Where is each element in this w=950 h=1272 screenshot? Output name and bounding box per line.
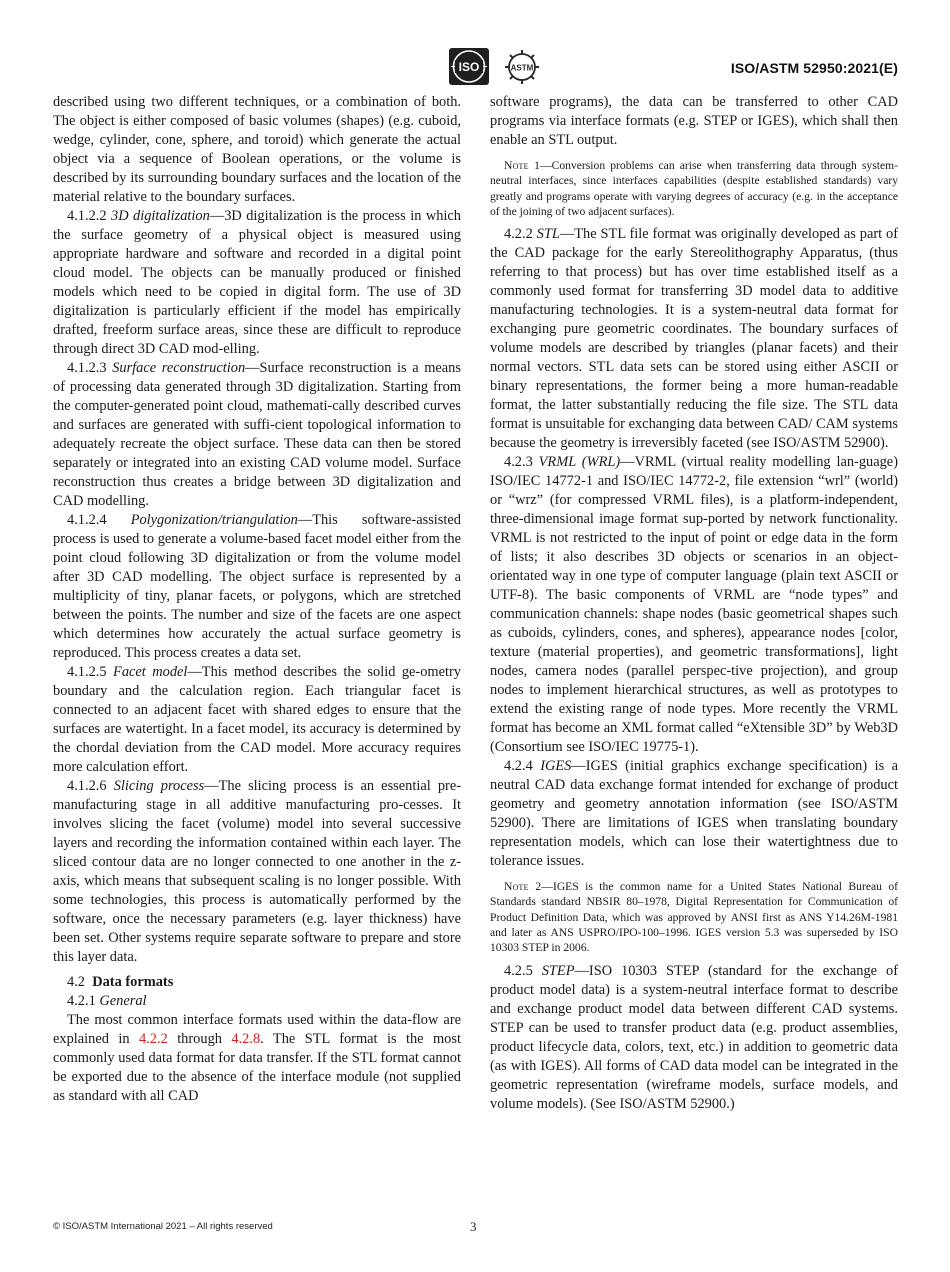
section-number: 4.1.2.2 [67,208,107,224]
section-title: Polygonization/triangulation [130,512,298,528]
section-body: IGES (initial graphics exchange specification) is a neutral CAD data exchange format intended for exchange of product geometry and geometry annotation information (see ISO/ASTM 52900). There are limitations of IGES when translating boundary representation models, which can lose their watertightness due to tolerance issues. [490,758,898,870]
cross-reference-link[interactable]: 4.2.2 [138,1031,168,1047]
section-body: This method describes the solid ge-ometry boundary and the calculation region. Each triangular facet is connected to an adjacent facet with shared edges to ensure that the surfaces are watertight. In a facet model, its accuracy is determined by the chordal deviation from the CAD model. More accuracy requires more calculation effort. [53,664,461,775]
section-4-2-2: 4.2.2 STL—The STL file format was originally developed as part of the CAD package for the early Stereolithography Apparatus, (thus referring to that process) but has over time established itself as a commonly used format for transferring 3D model data to additive manufacturing technologies. It is a system-neutral data format for exchanging pure geometric coordinates. The boundary surfaces of volume models are described by triangles (planar facets) and their normal vectors. STL data sets can be stored using either ASCII or binary representations, the former being a more human-readable format, the latter substantially reducing the file size. The STL data format is unsuitable for exchanging data between CAD/ CAM systems because the geometry is irreversibly faceted (see ISO/ASTM 52900). [490,226,898,452]
section-title: IGES [540,758,572,775]
note-body: Conversion problems can arise when transferring data through system-neutral interfaces, since interfaces capabilities (despite established standards) vary greatly and programs operate with varying degrees of accuracy (e.g. in the acceptance of the joining of two adjacent surfaces). [490,159,898,218]
note-body: IGES is the common name for a United States National Bureau of Standards standard NBSIR 80–1978, Digital Representation for Communication of Product Definition Data, which was approved by ANSI first as ANS Y14.26M-1981 and later as ANS USPRO/IPO-100–1996. IGES version 5.3 was superseded by ISO 10303 STEP in 2006. [490,880,898,955]
section-4-2-3: 4.2.3 VRML (WRL)—VRML (virtual reality modelling lan-guage) ISO/IEC 14772-1 and ISO/IEC 14772-2, file extension “wrl” (world) or “wrz” (for compressed VRML files), is a platform-independent, three-dimensional image format sup-ported by network functionality. VRML is not restricted to the input of point or edge data in the form of lists; it also describes 3D objects or scenarios in an object-orientated way in one type of computer language (plain text ASCII or UTF-8). The basic components of VRML are “node types” and communication channels: shape nodes (basic geometrical shapes such as cuboids, cylinders, cones, and spheres), appearance nodes [color, texture (material properties), and geometric transformations], light nodes, camera nodes (parallel perspec-tive projection), and group nodes to implement hierarchical structures, as well as prototypes to extend the existing range of node types. More recently the VRML format has become an XML format called “eXtensible 3D” by Web3D (Consortium see ISO/IEC 19775-1). [490,454,898,756]
section-body: VRML (virtual reality modelling lan-guage) ISO/IEC 14772-1 and ISO/IEC 14772-2, file extension “wrl” (world) or “wrz” (for compressed VRML files), is a platform-independent, three-dimensional image format sup-ported by network functionality. VRML is not restricted to the input of point or edge data in the form of lists; it also describes 3D objects or scenarios in an object-orientated way in one type of computer language (plain text ASCII or UTF-8). The basic components of VRML are “node types” and communication channels: shape nodes (basic geometrical shapes such as cuboids, cylinders, cones, and spheres), appearance nodes [color, texture (material properties), and geometric transformations], light nodes, camera nodes (parallel perspec-tive projection), and group nodes to implement hierarchical structures, as well as prototypes to extend the existing range of node types. More recently the VRML format has become an XML format called “eXtensible 3D” by Web3D (Consortium see ISO/IEC 19775-1). [490,454,898,756]
left-column [53,93,461,1106]
svg-text:ASTM: ASTM [510,63,534,73]
section-number: 4.2.1 [67,993,96,1009]
note-label: Note 1 [504,159,541,172]
cross-reference-link[interactable]: 4.2.8 [231,1031,261,1047]
paragraph-continuation: software programs), the data can be transferred to other CAD programs via interface formats (e.g. STEP or IGES), which shall then enable an STL output. [490,94,898,148]
section-title: Facet model [113,664,188,680]
page-number: 3 [470,1219,477,1234]
section-4-2-4: 4.2.4 IGES—IGES (initial graphics exchange specification) is a neutral CAD data exchange format intended for exchange of product geometry and geometry annotation information (see ISO/ASTM 52900). There are limitations of IGES when translating boundary representation models, which can lose their watertightness due to tolerance issues. [490,758,898,870]
section-title: STL [536,226,560,243]
astm-logo-icon [502,49,542,85]
document-number: ISO/ASTM 52950:2021(E) [730,60,898,76]
text-run: . The STL format is the most commonly used data format for data transfer. If the STL format cannot be exported due to the absence of the interface module (not supplied as standard with all CAD [53,1031,461,1104]
text-run: through [177,1031,222,1047]
section-number: 4.1.2.6 [67,778,107,794]
section-body: ISO 10303 STEP (standard for the exchange of product model data) is a system-neutral interface format to describe and exchange product model data between different CAD systems. STEP can be used to transfer product data (e.g. product assemblies, product lifecycle data, colors, text, etc.) in addition to geometric data (as with IGES). All forms of CAD data model can be integrated in the geometric representation (wireframe models, surface models, and volume models). (See ISO/ASTM 52900.) [490,962,898,1112]
section-number: 4.2.4 [504,758,533,775]
iso-logo [449,48,489,85]
section-4-1-2-6: 4.1.2.6 Slicing process—The slicing process is an essential pre-manufacturing stage in all additive manufacturing pro-cesses. It involves slicing the facet (volume) model into several successive layers and recording the information contained within each layer. The sliced contour data are no longer connected to one another in the z-axis, which means that subsequent scaling is no longer possible. With some technologies, this process is automatically performed by the software, once the necessary parameters (e.g. layer thickness) have been set. Other systems require separate software to prepare and store this layer data. [53,778,462,965]
copyright-footer: © ISO/ASTM International 2021 – All rights reserved [53,1221,273,1232]
paragraph-general [53,1011,461,1106]
paragraph-intro: described using two different techniques, or a combination of both. The object is either composed of basic volumes (shapes) (e.g. cuboid, wedge, cylinder, cone, sphere, and toroid) which generate the actual object via a sequence of Boolean operations, or the volume is described by its surrounding boundary surfaces and the location of the material relative to the boundary surfaces. [53,94,461,205]
section-title: STEP [541,962,575,979]
note-2: Note 2—IGES is the common name for a United States National Bureau of Standards standard NBSIR 80–1978, Digital Representation for Communication of Product Definition Data, which was approved by ANSI first as ANS Y14.26M-1981 and later as ANS USPRO/IPO-100–1996. IGES version 5.3 was superseded by ISO 10303 STEP in 2006. [490,880,898,955]
section-body: The STL file format was originally developed as part of the CAD package for the early Stereolithography Apparatus, (thus referring to that process) but has over time established itself as a commonly used format for transferring 3D model data to additive manufacturing technologies. It is a system-neutral data format for exchanging pure geometric coordinates. The boundary surfaces of volume models are described by triangles (planar facets) and their normal vectors. STL data sets can be stored using either ASCII or binary representations, the former being a more human-readable format, the latter substantially reducing the file size. The STL data format is unsuitable for exchanging data between CAD/ CAM systems because the geometry is irreversibly faceted (see ISO/ASTM 52900). [490,226,898,452]
section-number: 4.2.5 [504,962,533,979]
svg-text:ISO: ISO [458,60,480,74]
section-number: 4.2.2 [504,226,533,243]
note-label: Note 2 [504,880,542,894]
right-column [490,93,898,1114]
section-4-1-2-2: 4.1.2.2 3D digitalization—3D digitalization is the process in which the surface geometry of a physical object is measured using appropriate hardware and software and recorded in a digital point cloud model. The objects can be manually produced or finished models which need to be copied in digital form. The use of 3D digitalization is particularly efficient if the model has empirically drafted, freeform surface areas, since these are difficult to reproduce through direct 3D CAD mod-elling. [53,208,461,357]
section-4-1-2-5: 4.1.2.5 Facet model—This method describes the solid ge-ometry boundary and the calculation region. Each triangular facet is connected to an adjacent facet with shared edges to ensure that the surfaces are watertight. In a facet model, its accuracy is determined by the chordal deviation from the CAD model. More accuracy requires more calculation effort. [53,664,461,775]
section-4-2-1-heading [53,992,461,1011]
section-body: The slicing process is an essential pre-manufacturing stage in all additive manufacturing pro-cesses. It involves slicing the facet (volume) model into several successive layers and recording the information contained within each layer. The sliced contour data are no longer connected to one another in the z-axis, which means that subsequent scaling is no longer possible. With some technologies, this process is automatically performed by the software, once the necessary parameters (e.g. layer thickness) have been set. Other systems require separate software to prepare and store this layer data. [53,778,462,965]
section-4-2-5: 4.2.5 STEP—ISO 10303 STEP (standard for the exchange of product model data) is a system-neutral interface format to describe and exchange product model data between different CAD systems. STEP can be used to transfer product data (e.g. product assemblies, product lifecycle data, colors, text, etc.) in addition to geometric data (as with IGES). All forms of CAD data model can be integrated in the geometric representation (wireframe models, surface models, and volume models). (See ISO/ASTM 52900.) [490,962,898,1112]
section-number: 4.2 [67,974,85,990]
section-title: Data formats [92,974,174,990]
iso-logo-icon [449,48,489,85]
section-number: 4.1.2.3 [67,360,107,376]
section-title: General [99,993,147,1009]
section-number: 4.2.3 [504,454,533,471]
section-title: Surface reconstruction [112,360,246,376]
note-1: Note 1—Conversion problems can arise when transferring data through system-neutral interfaces, since interfaces capabilities (despite established standards) vary greatly and programs operate with varying degrees of accuracy (e.g. in the acceptance of the joining of two adjacent surfaces). [490,159,898,218]
section-4-1-2-4: 4.1.2.4 Polygonization/triangulation—This software-assisted process is used to generate a volume-based facet model either from the point cloud following 3D digitalization or from the volume model after 3D CAD modelling. The object surface is represented by a multiplicity of tiny, planar facets, or polygons, which are stretched between the points. The number and size of the facets are one aspect which determines how accurately the actual surface geometry is reproduced. This process creates a data set. [53,512,461,661]
text-run: The most common interface formats used within the data-flow are explained in [53,1012,461,1047]
page-header [0,0,950,92]
section-title: VRML (WRL) [538,454,621,471]
section-number: 4.1.2.5 [67,664,107,680]
section-4-1-2-3: 4.1.2.3 Surface reconstruction—Surface reconstruction is a means of processing data generated through 3D digitalization. Starting from the computer-generated point cloud, mathemati-cally described curves and surfaces are generated with suffi-cient topological information to adequately recreate the object surface. These data can then be stored separately or integrated into an existing CAD volume model. Surface reconstruction thus creates a bridge between 3D digitalization and CAD modelling. [53,360,461,509]
astm-logo [502,49,542,85]
section-body: 3D digitalization is the process in which the surface geometry of a physical object is measured using appropriate hardware and software and recorded in a digital point cloud model. The objects can be manually produced or finished models which need to be copied in digital form. The use of 3D digitalization is particularly efficient if the model has empirically drafted, freeform surface areas, since these are difficult to reproduce through direct 3D CAD mod-elling. [53,208,461,357]
section-4-2-heading [53,973,461,992]
section-number: 4.1.2.4 [67,512,107,528]
section-body: This software-assisted process is used to generate a volume-based facet model either from the point cloud following 3D digitalization or from the volume model after 3D CAD modelling. The object surface is represented by a multiplicity of tiny, planar facets, or polygons, which are stretched between the points. The number and size of the facets are one aspect which determines how accurately the actual surface geometry is reproduced. This process creates a data set. [53,512,461,661]
section-body: Surface reconstruction is a means of processing data generated through 3D digitalization. Starting from the computer-generated point cloud, mathemati-cally described curves and surfaces are generated with suffi-cient topological information to adequately recreate the object surface. These data can then be stored separately or integrated into an existing CAD volume model. Surface reconstruction thus creates a bridge between 3D digitalization and CAD modelling. [53,360,461,509]
section-title: Slicing process [113,778,205,794]
section-title: 3D digitalization [111,208,210,224]
